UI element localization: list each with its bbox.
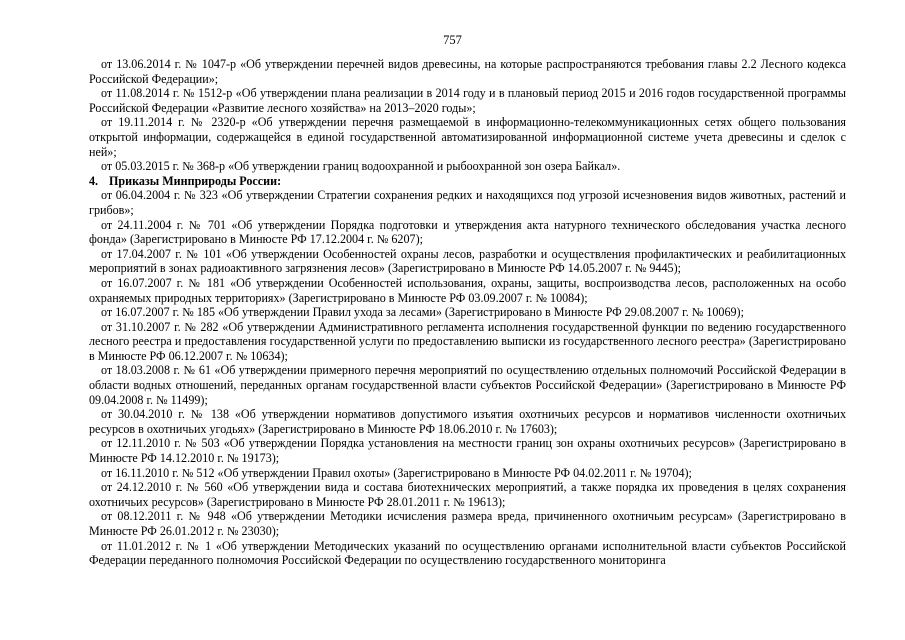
list-item: от 31.10.2007 г. № 282 «Об утверждении Административного регламента исполнения государственной функции по ведению государственного лесного реестра и предоставления государственной услуги по предоставлению выписки из государственного лесного реестра» (Зарегистрировано в Минюсте РФ 06.12.2007 г. № 10634);	[89, 319, 846, 363]
section-heading	[89, 174, 846, 189]
page-number: 757	[443, 33, 462, 47]
list-item: от 17.04.2007 г. № 101 «Об утверждении Особенностей охраны лесов, разработки и осуществления профилактических и реабилитационных мероприятий в зонах радиоактивного загрязнения лесов» (Зарегистрировано в Минюсте РФ 14.05.2007 г. № 9445);	[89, 246, 846, 276]
list-item: от 12.11.2010 г. № 503 «Об утверждении Порядка установления на местности границ зон охраны охотничьих ресурсов» (Зарегистрировано в Минюсте РФ 14.12.2010 г. № 19173);	[89, 436, 846, 466]
list-item: от 16.11.2010 г. № 512 «Об утверждении Правил охоты» (Зарегистрировано в Минюсте РФ 04.02.2011 г. № 19704);	[101, 465, 692, 480]
list-item: от 13.06.2014 г. № 1047-р «Об утверждении перечней видов древесины, на которые распространяются требования главы 2.2 Лесного кодекса Российской Федерации»;	[89, 57, 846, 86]
list-item: от 30.04.2010 г. № 138 «Об утверждении нормативов допустимого изъятия охотничьих ресурсов и нормативов численности охотничьих ресурсов в охотничьих угодьях» (Зарегистрировано в Минюсте РФ 18.06.2010 г. № 17603);	[89, 407, 846, 436]
list-item: от 11.08.2014 г. № 1512-р «Об утверждении плана реализации в 2014 году и в плановый период 2015 и 2016 годов государственной программы Российской Федерации «Развитие лесного хозяйства» на 2013–2020 годы»;	[89, 86, 846, 115]
list-item: от 11.01.2012 г. № 1 «Об утверждении Методических указаний по осуществлению органами исполнительной власти субъектов Российской Федерации переданного полномочия Российской Федерации по осуществлению государственного мониторинга	[89, 538, 846, 568]
list-item: от 08.12.2011 г. № 948 «Об утверждении Методики исчисления размера вреда, причиненного охотничьим ресурсам» (Зарегистрировано в Минюсте РФ 26.01.2012 г. № 23030);	[89, 509, 846, 538]
section-number: 4.	[89, 173, 99, 188]
section-title: Приказы Минприроды России:	[109, 173, 282, 188]
list-item: от 24.12.2010 г. № 560 «Об утверждении вида и состава биотехнических мероприятий, а также порядка их проведения в целях сохранения охотничьих ресурсов» (Зарегистрировано в Минюсте РФ 28.01.2011 г. № 19613);	[89, 480, 846, 509]
list-item: от 18.03.2008 г. № 61 «Об утверждении примерного перечня мероприятий по осуществлению отдельных полномочий Российской Федерации в области водных отношений, переданных органам государственной власти субъектов Российской Федерации» (Зарегистрировано в Минюсте РФ 09.04.2008 г. № 11499);	[89, 363, 846, 407]
list-item: от 24.11.2004 г. № 701 «Об утверждении Порядка подготовки и утверждения акта натурного технического обследования участка лесного фонда» (Зарегистрировано в Минюсте РФ 17.12.2004 г. № 6207);	[89, 217, 846, 247]
document-body	[89, 57, 846, 568]
list-item: от 06.04.2004 г. № 323 «Об утверждении Стратегии сохранения редких и находящихся под угрозой исчезновения видов животных, растений и грибов»;	[89, 188, 846, 217]
list-item: от 16.07.2007 г. № 185 «Об утверждении Правил ухода за лесами» (Зарегистрировано в Минюсте РФ 29.08.2007 г. № 10069);	[101, 305, 744, 320]
list-item: от 05.03.2015 г. № 368-р «Об утверждении границ водоохранной и рыбоохранной зон озера Байкал».	[101, 159, 621, 174]
list-item: от 16.07.2007 г. № 181 «Об утверждении Особенностей использования, охраны, защиты, воспроизводства лесов, расположенных на особо охраняемых природных территориях» (Зарегистрировано в Минюсте РФ 03.09.2007 г. № 10084);	[89, 275, 846, 305]
list-item: от 19.11.2014 г. № 2320-р «Об утверждении перечня размещаемой в информационно-телекоммуникационных сетях общего пользования открытой информации, содержащейся в единой государственной автоматизированной информационной системе учета древесины и сделок с ней»;	[89, 115, 846, 159]
